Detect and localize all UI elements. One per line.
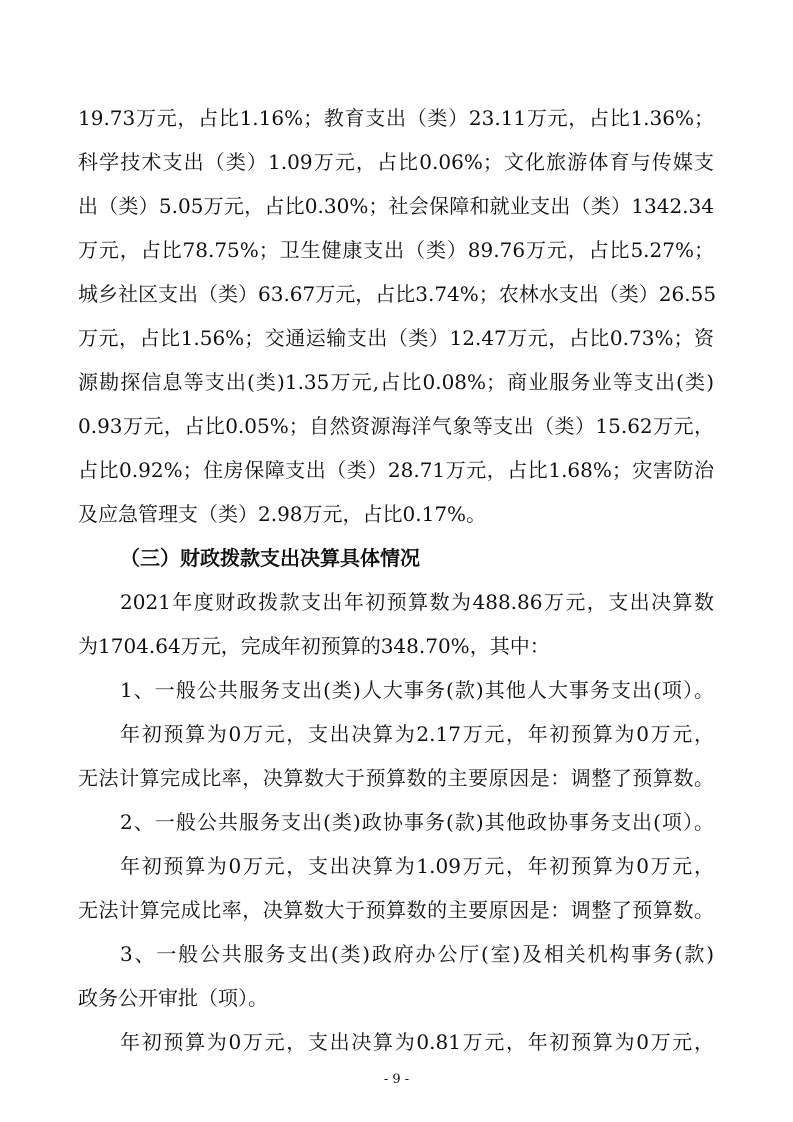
body-text-line: 万元，占比1.56%；交通运输支出（类）12.47万元，占比0.73%；资	[78, 326, 714, 350]
body-text-line: 2021年度财政拨款支出年初预算数为488.86万元，支出决算数	[120, 590, 714, 614]
body-text-line: 科学技术支出（类）1.09万元，占比0.06%；文化旅游体育与传媒支	[78, 150, 714, 174]
item-heading: 3、一般公共服务支出(类)政府办公厅(室)及相关机构事务(款)	[120, 942, 714, 966]
body-text-line: 城乡社区支出（类）63.67万元，占比3.74%；农林水支出（类）26.55	[78, 282, 717, 306]
body-text-line: 0.93万元，占比0.05%；自然资源海洋气象等支出（类）15.62万元，	[78, 414, 714, 438]
page-number: - 9 -	[383, 1072, 410, 1087]
body-text-line: 及应急管理支（类）2.98万元，占比0.17%。	[78, 502, 487, 526]
body-text-line: 源勘探信息等支出(类)1.35万元,占比0.08%；商业服务业等支出(类)	[78, 370, 714, 394]
body-text-line: 年初预算为0万元，支出决算为2.17万元，年初预算为0万元，	[120, 722, 714, 746]
body-text-line: 为1704.64万元，完成年初预算的348.70%，其中：	[78, 634, 550, 658]
body-text-line: 万元，占比78.75%；卫生健康支出（类）89.76万元，占比5.27%；	[78, 238, 714, 262]
body-text-line: 占比0.92%；住房保障支出（类）28.71万元，占比1.68%；灾害防治	[78, 458, 714, 482]
body-text-line: 年初预算为0万元，支出决算为0.81万元，年初预算为0万元，	[120, 1030, 714, 1054]
item-heading: 1、一般公共服务支出(类)人大事务(款)其他人大事务支出(项）。	[120, 678, 714, 702]
item-heading: 2、一般公共服务支出(类)政协事务(款)其他政协事务支出(项）。	[120, 810, 714, 834]
body-text-line: 年初预算为0万元，支出决算为1.09万元，年初预算为0万元，	[120, 854, 714, 878]
body-text-line: 19.73万元，占比1.16%；教育支出（类）23.11万元，占比1.36%；	[78, 106, 714, 130]
body-text-line: 无法计算完成比率，决算数大于预算数的主要原因是：调整了预算数。	[78, 898, 714, 922]
body-text-line: 出（类）5.05万元，占比0.30%；社会保障和就业支出（类）1342.34	[78, 194, 714, 218]
body-text-line: 无法计算完成比率，决算数大于预算数的主要原因是：调整了预算数。	[78, 766, 714, 790]
section-heading: （三）财政拨款支出决算具体情况	[120, 546, 420, 570]
body-text-line: 政务公开审批（项）。	[78, 986, 268, 1010]
